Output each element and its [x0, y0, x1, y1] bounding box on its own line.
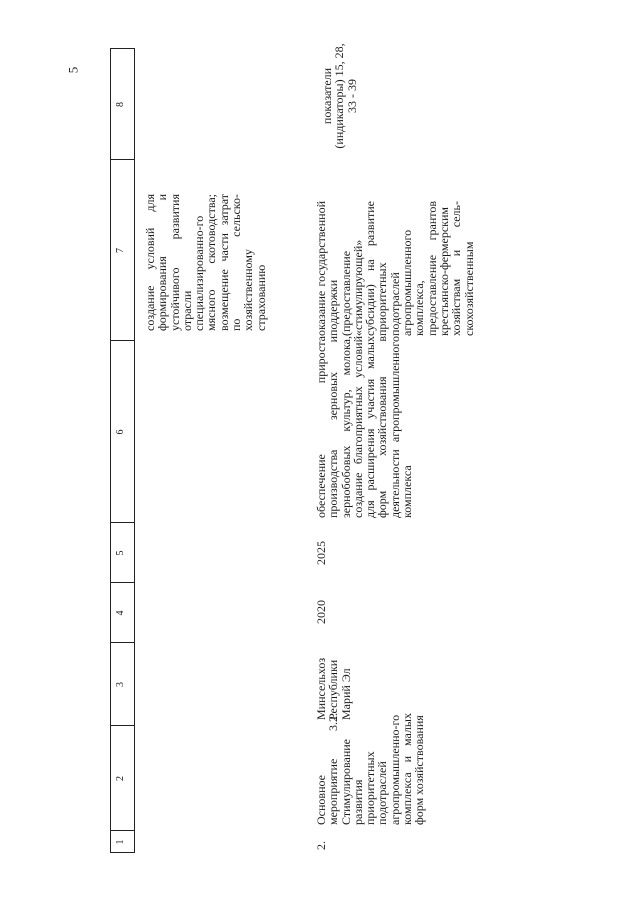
start-year: 2020	[314, 600, 328, 624]
header-col-5: 5	[115, 550, 126, 556]
page-number: 5	[65, 66, 81, 74]
row-number: 2.	[314, 841, 328, 850]
header-col-2: 2	[115, 776, 126, 781]
header-col-8: 8	[115, 102, 126, 107]
header-col-1: 1	[115, 839, 126, 845]
prev-row-measures: создание условий для формирования и устойчивого развития отрасли специализированно-го мясного скотоводства; возмещение части затрат по сельско-хозяйственному страхованию	[143, 194, 268, 331]
end-year: 2025	[314, 541, 328, 565]
header-col-7: 7	[115, 248, 126, 253]
table-top-rule	[110, 48, 111, 853]
indicators: показатели (индикаторы) 15, 28, 33 - 39	[320, 43, 359, 149]
header-col-6: 6	[115, 429, 126, 435]
header-bottom-rule	[134, 48, 135, 853]
header-col-4: 4	[115, 610, 126, 616]
main-measures: оказание государственной поддержки (предоставление «стимулирующей» субсидии) на развитие приоритетных подотраслей агропромышленного комплекса, предоставление грантов крестьянско-фермерским хозяйствам и сель-скохозяйственным	[314, 201, 476, 336]
executor: Минсельхоз Республики Марий Эл	[314, 657, 353, 720]
header-col-3: 3	[115, 682, 126, 687]
expected-result: обеспечение прироста производства зерновых и зернобобовых культур, молока, создание благоприятных условий для расширения участия малых форм хозяйствования в деятельности агропромышленного комплекса	[314, 336, 415, 518]
program-table	[110, 43, 570, 853]
activity-name: Основное мероприятие 3.2. Стимулирование развития приоритетных подотраслей агропромышленно-го комплекса и малых форм хозяйствования	[314, 713, 427, 825]
